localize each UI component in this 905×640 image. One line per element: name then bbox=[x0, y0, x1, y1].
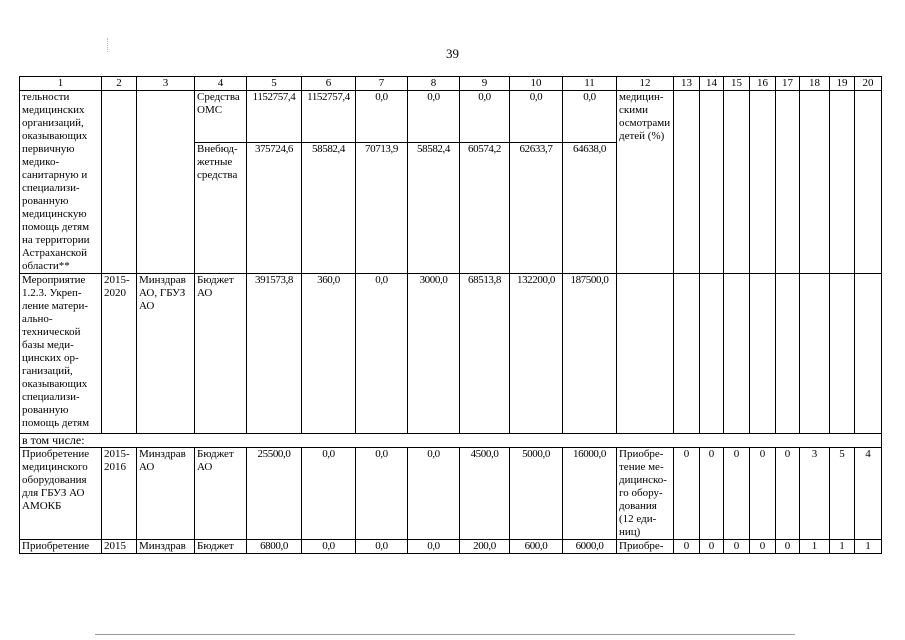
amount-2015: 1152757,4 bbox=[302, 91, 356, 143]
col-header: 20 bbox=[855, 77, 882, 91]
col-header: 13 bbox=[674, 77, 700, 91]
target-cell bbox=[700, 274, 724, 434]
col-header: 10 bbox=[510, 77, 563, 91]
years-cell bbox=[102, 91, 137, 274]
target-cell bbox=[800, 274, 830, 434]
amount-2018: 0,0 bbox=[460, 91, 510, 143]
years-cell: 2015- 2020 bbox=[102, 274, 137, 434]
amount-2018: 60574,2 bbox=[460, 143, 510, 274]
target-cell bbox=[674, 91, 700, 274]
target-cell bbox=[776, 91, 800, 274]
amount-2016: 0,0 bbox=[356, 274, 408, 434]
target-cell bbox=[855, 91, 882, 274]
activity-name: Приобретение медицинского оборудования для ГБУЗ АО АМОКБ bbox=[20, 448, 102, 540]
amount-2016: 70713,9 bbox=[356, 143, 408, 274]
amount-2017: 0,0 bbox=[408, 448, 460, 540]
amount-2020: 64638,0 bbox=[563, 143, 617, 274]
target-cell: 0 bbox=[776, 448, 800, 540]
funding-source: Бюджет bbox=[195, 540, 247, 554]
col-header: 15 bbox=[724, 77, 750, 91]
col-header: 18 bbox=[800, 77, 830, 91]
page-number: 39 bbox=[446, 46, 459, 61]
col-header: 2 bbox=[102, 77, 137, 91]
indicator-cell bbox=[617, 274, 674, 434]
funding-source: Средства ОМС bbox=[195, 91, 247, 143]
col-header: 4 bbox=[195, 77, 247, 91]
table-row bbox=[20, 448, 882, 540]
amount-2019: 600,0 bbox=[510, 540, 563, 554]
col-header: 1 bbox=[20, 77, 102, 91]
target-cell: 0 bbox=[674, 448, 700, 540]
col-header: 19 bbox=[830, 77, 855, 91]
indicator-cell: медицин- скими осмотрами детей (%) bbox=[617, 91, 674, 274]
target-cell: 0 bbox=[700, 448, 724, 540]
target-cell bbox=[830, 274, 855, 434]
funding-source: Внебюд- жетные средства bbox=[195, 143, 247, 274]
target-cell bbox=[776, 274, 800, 434]
including-label: в том числе: bbox=[20, 434, 882, 448]
amount-2019: 0,0 bbox=[510, 91, 563, 143]
target-cell bbox=[750, 91, 776, 274]
target-cell: 0 bbox=[776, 540, 800, 554]
amount-2015: 0,0 bbox=[302, 448, 356, 540]
amount-2018: 200,0 bbox=[460, 540, 510, 554]
target-cell bbox=[724, 91, 750, 274]
target-cell: 4 bbox=[855, 448, 882, 540]
col-header: 5 bbox=[247, 77, 302, 91]
amount-2015: 0,0 bbox=[302, 540, 356, 554]
amount-2019: 132200,0 bbox=[510, 274, 563, 434]
table-row bbox=[20, 540, 882, 554]
target-cell: 1 bbox=[855, 540, 882, 554]
col-header: 9 bbox=[460, 77, 510, 91]
amount-2020: 16000,0 bbox=[563, 448, 617, 540]
amount-total: 25500,0 bbox=[247, 448, 302, 540]
indicator-cell: Приобре- bbox=[617, 540, 674, 554]
years-cell: 2015- 2016 bbox=[102, 448, 137, 540]
funding-source: Бюджет АО bbox=[195, 448, 247, 540]
col-header: 14 bbox=[700, 77, 724, 91]
table-row bbox=[20, 434, 882, 448]
executor-cell: Минздрав АО, ГБУЗ АО bbox=[137, 274, 195, 434]
target-cell bbox=[724, 274, 750, 434]
target-cell: 0 bbox=[674, 540, 700, 554]
amount-2019: 62633,7 bbox=[510, 143, 563, 274]
amount-total: 391573,8 bbox=[247, 274, 302, 434]
amount-2019: 5000,0 bbox=[510, 448, 563, 540]
executor-cell: Минздрав АО bbox=[137, 448, 195, 540]
activity-name: Мероприятие 1.2.3. Укреп- ление матери- ально- технической базы меди- цинских ор- ганизаций, оказывающих специализи- рованную помощь детям bbox=[20, 274, 102, 434]
amount-2015: 58582,4 bbox=[302, 143, 356, 274]
col-header: 7 bbox=[356, 77, 408, 91]
activity-name: тельности медицинских организаций, оказывающих первичную медико- санитарную и специализи- рованную медицинскую помощь детям на территории Астраханской области** bbox=[20, 91, 102, 274]
col-header: 12 bbox=[617, 77, 674, 91]
col-header: 6 bbox=[302, 77, 356, 91]
target-cell bbox=[700, 91, 724, 274]
target-cell: 0 bbox=[750, 448, 776, 540]
amount-2017: 3000,0 bbox=[408, 274, 460, 434]
amount-2020: 0,0 bbox=[563, 91, 617, 143]
amount-2017: 58582,4 bbox=[408, 143, 460, 274]
program-table bbox=[19, 76, 882, 554]
table-row bbox=[20, 91, 882, 143]
target-cell: 0 bbox=[750, 540, 776, 554]
amount-total: 375724,6 bbox=[247, 143, 302, 274]
target-cell: 1 bbox=[830, 540, 855, 554]
funding-source: Бюджет АО bbox=[195, 274, 247, 434]
target-cell bbox=[674, 274, 700, 434]
col-header: 3 bbox=[137, 77, 195, 91]
amount-total: 1152757,4 bbox=[247, 91, 302, 143]
col-header: 17 bbox=[776, 77, 800, 91]
target-cell: 3 bbox=[800, 448, 830, 540]
table-row bbox=[20, 274, 882, 434]
amount-2018: 68513,8 bbox=[460, 274, 510, 434]
target-cell bbox=[800, 91, 830, 274]
target-cell: 0 bbox=[724, 540, 750, 554]
executor-cell bbox=[137, 91, 195, 274]
indicator-cell: Приобре- тение ме- дицинско- го обору- дования (12 еди- ниц) bbox=[617, 448, 674, 540]
amount-2018: 4500,0 bbox=[460, 448, 510, 540]
target-cell bbox=[830, 91, 855, 274]
amount-2017: 0,0 bbox=[408, 540, 460, 554]
column-number-row bbox=[20, 77, 882, 91]
amount-2015: 360,0 bbox=[302, 274, 356, 434]
amount-2020: 187500,0 bbox=[563, 274, 617, 434]
scan-artifact bbox=[107, 38, 109, 52]
executor-cell: Минздрав bbox=[137, 540, 195, 554]
target-cell: 0 bbox=[724, 448, 750, 540]
target-cell bbox=[855, 274, 882, 434]
scan-artifact-line bbox=[95, 634, 795, 635]
col-header: 11 bbox=[563, 77, 617, 91]
target-cell: 1 bbox=[800, 540, 830, 554]
amount-2020: 6000,0 bbox=[563, 540, 617, 554]
amount-2017: 0,0 bbox=[408, 91, 460, 143]
activity-name: Приобретение bbox=[20, 540, 102, 554]
target-cell: 0 bbox=[700, 540, 724, 554]
target-cell bbox=[750, 274, 776, 434]
amount-total: 6800,0 bbox=[247, 540, 302, 554]
target-cell: 5 bbox=[830, 448, 855, 540]
amount-2016: 0,0 bbox=[356, 448, 408, 540]
amount-2016: 0,0 bbox=[356, 540, 408, 554]
col-header: 8 bbox=[408, 77, 460, 91]
amount-2016: 0,0 bbox=[356, 91, 408, 143]
col-header: 16 bbox=[750, 77, 776, 91]
years-cell: 2015 bbox=[102, 540, 137, 554]
